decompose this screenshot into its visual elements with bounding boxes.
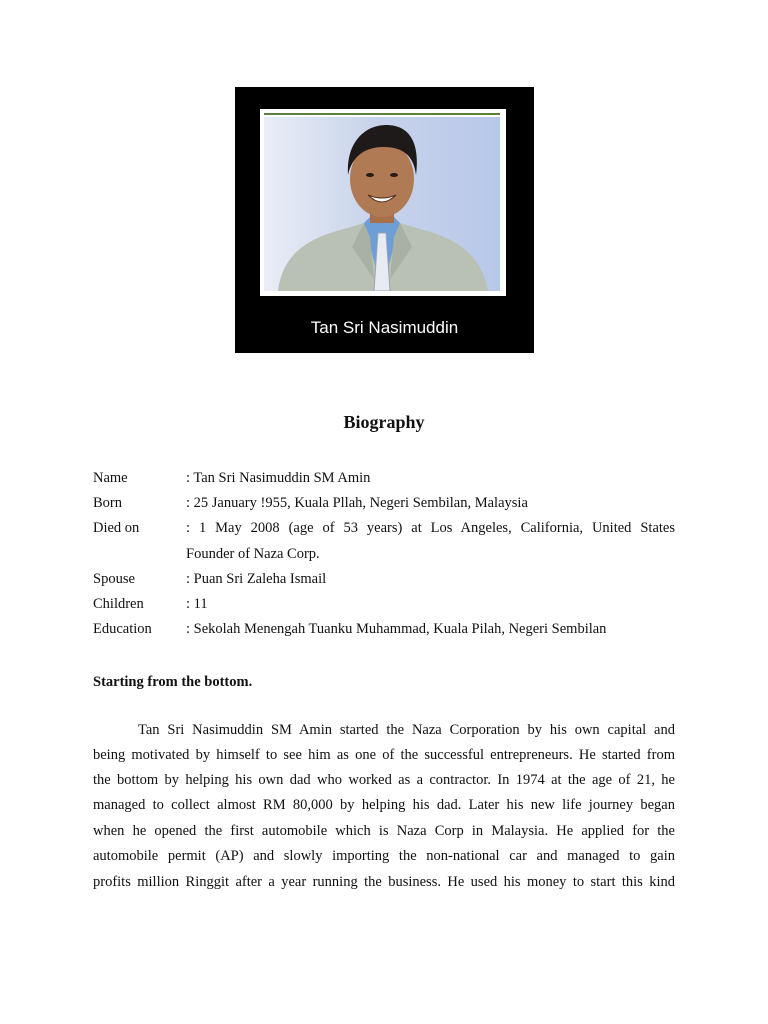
section-heading: Starting from the bottom. [93,674,253,690]
page-title: Biography [343,412,425,432]
info-label-born: Born [93,495,122,511]
info-value-education: : Sekolah Menengah Tuanku Muhammad, Kuala Pilah, Negeri Sembilan [186,621,607,637]
info-label-children: Children [93,596,144,612]
paragraph-line: profits million Ringgit after a year running the business. He used his money to start this kind [93,874,675,890]
left-eye [366,173,374,177]
portrait-illustration [264,117,500,291]
right-eye [390,173,398,177]
info-label-died: Died on [93,520,140,536]
photo-matte [260,109,506,296]
info-label-education: Education [93,621,152,637]
paragraph-line: Tan Sri Nasimuddin SM Amin started the Naza Corporation by his own capital and [138,722,675,738]
info-label-spouse: Spouse [93,571,135,587]
info-value-spouse: : Puan Sri Zaleha Ismail [186,571,327,587]
paragraph-line: being motivated by himself to see him as one of the successful entrepreneurs. He started from [93,747,675,763]
paragraph-line: automobile permit (AP) and slowly importing the non-national car and managed to gain [93,848,675,864]
paragraph-line: when he opened the first automobile which is Naza Corp in Malaysia. He applied for the [93,823,675,839]
info-died-continuation: Founder of Naza Corp. [186,546,320,562]
info-value-born: : 25 January !955, Kuala Pllah, Negeri Sembilan, Malaysia [186,495,528,511]
photo-top-line [264,113,500,115]
info-value-name: : Tan Sri Nasimuddin SM Amin [186,470,371,486]
paragraph-line: managed to collect almost RM 80,000 by helping his dad. Later his new life journey began [93,797,675,813]
photo-caption: Tan Sri Nasimuddin [310,318,459,337]
portrait-image [264,117,500,291]
info-label-name: Name [93,470,128,486]
info-value-died: : 1 May 2008 (age of 53 years) at Los Angeles, California, United States [186,520,675,536]
portrait-photo [235,87,534,353]
paragraph-line: the bottom by helping his own dad who worked as a contractor. In 1974 at the age of 21, he [93,772,675,788]
info-value-children: : 11 [186,596,208,612]
